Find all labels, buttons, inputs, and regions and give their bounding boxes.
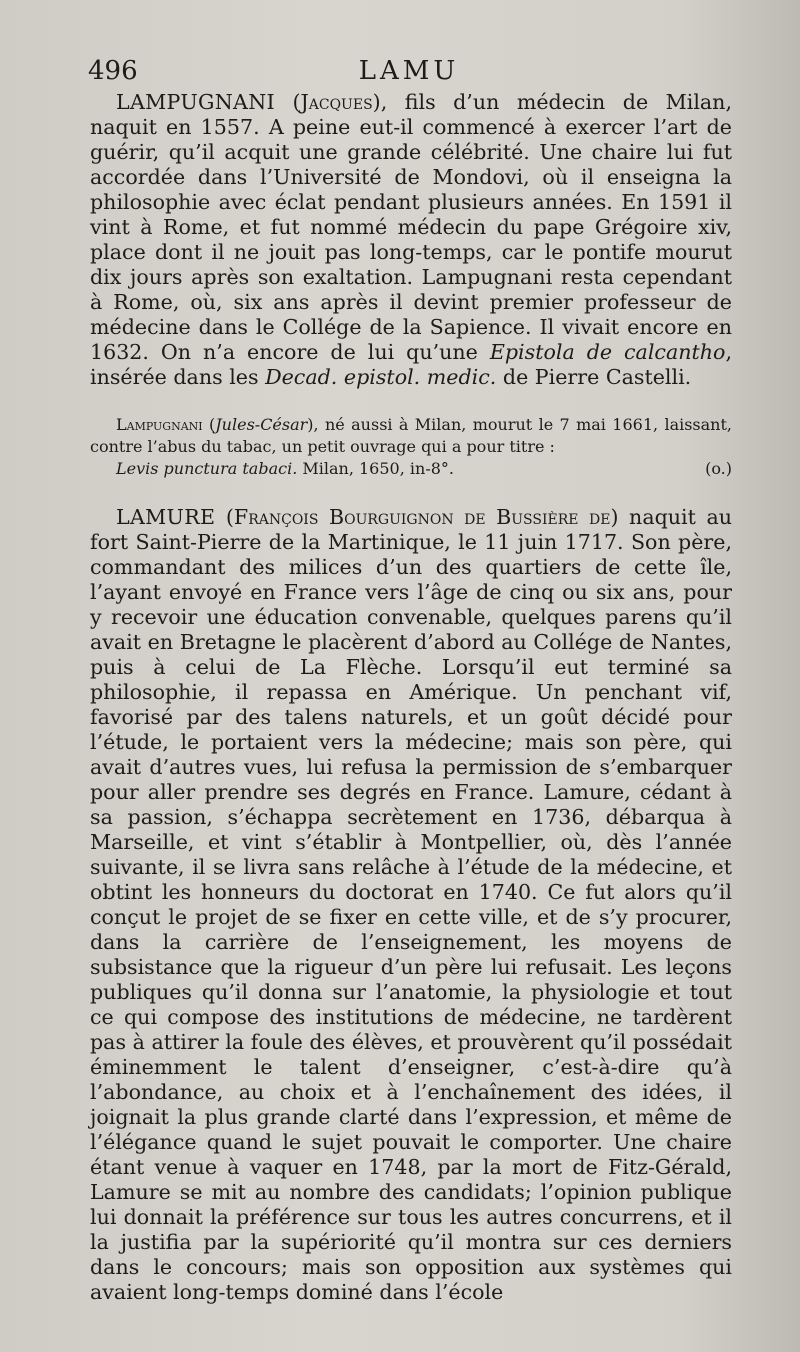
work-title: Epistola de calcantho — [489, 340, 726, 364]
page-number: 496 — [88, 56, 138, 86]
entry-text: , insérée dans les — [90, 340, 732, 389]
entry-given-name: Jacques — [300, 90, 373, 114]
entry-lamure: LAMURE (François Bourguignon de Bussière de) naquit au fort Saint-Pierre de la Martinique, le 11 juin 1717. Son père, commandant des milices d’un des quartiers de cette île, l’ayant envoyé en France vers l’âge de cinq ou six ans, pour y recevoir une éducation convenable, quelques parens qu’il avait en Bretagne le placèrent d’abord au Collége de Nantes, puis à celui de La Flèche. Lorsqu’il eut terminé sa philosophie, il repassa en Amérique. Un penchant vif, favorisé par des talens naturels, et un goût décidé pour l’étude, le portaient vers la médecine; mais son père, qui avait d’autres vues, lui refusa la permission de s’embarquer pour aller prendre ses degrés en France. Lamure, cédant à sa passion, s’échappa secrètement en 1736, débarqua à Marseille, et vint s’établir à Montpellier, où, dès l’année suivante, il se livra sans relâche à l’étude de la médecine, et obtint les honneurs du doctorat en 1740. Ce fut alors qu’il conçut le projet de se fixer en cette ville, et de s’y procurer, dans la carrière de l’enseignement, les moyens de subsistance que la rigueur d’un père lui refusait. Les leçons publiques qu’il donna sur l’anatomie, la physiologie et tout ce qui compose des institutions de médecine, ne tardèrent pas à attirer la foule des élèves, et prouvèrent qu’il possédait éminemment le talent d’enseigner, c’est-à-dire qu’à l’abondance, au choix et à l’enchaînement des idées, il joignait la plus grande clarté dans l’expression, et même de l’élégance quand le sujet pouvait le comporter. Une chaire étant venue à vaquer en 1748, par la mort de Fitz-Gérald, Lamure se mit au nombre des candidats; l’opinion publique lui donnait la préférence sur tous les autres concurrens, et il la justifia par la supériorité qu’il montra sur ces derniers dans le concours; mais son opposition aux systèmes qui avaient long-temps dominé dans l’école — [90, 505, 732, 1304]
entry-text: de Pierre Castelli. — [496, 365, 692, 389]
note-signature: (o.) — [705, 459, 732, 478]
note-text: , né aussi à Milan, mourut le 7 mai 1661, laissant, contre l’abus du tabac, un petit ouvrage qui a pour titre : — [90, 415, 733, 456]
note-headword: Lampugnani — [116, 415, 203, 434]
note-given-name: Jules-César — [215, 415, 308, 434]
entry-text: , fils d’un médecin de Milan, naquit en 1557. A peine eut-il commencé à exercer l’art de guérir, qu’il acquit une grande célébrité. Une chaire lui fut accordée dans l’Université de Mondovi, où il enseigna la philosophie avec éclat pendant plusieurs années. En 1591 il vint à Rome, et fut nommé médecin du pape Grégoire xiv, place dont il ne jouit pas long-temps, car le pontife mourut dix jours après son exaltation. Lampugnani resta cependant à Rome, où, six ans après il devint premier professeur de médecine dans le Collége de la Sapience. Il vivait encore en 1632. On n’a encore de lui qu’une — [90, 90, 732, 364]
running-head: LAMU — [358, 56, 460, 86]
note-work-line — [116, 458, 454, 480]
note-text-block: Lampugnani (Jules-César), né aussi à Milan, mourut le 7 mai 1661, laissant, contre l’abus du tabac, un petit ouvrage qui a pour titre : — [90, 415, 733, 456]
work-title: Levis punctura tabaci. — [116, 459, 298, 478]
entry-given-name: François Bourguignon de Bussière de — [233, 505, 611, 529]
entry-headword: LAMPUGNANI — [116, 90, 275, 114]
page-body — [90, 90, 732, 1305]
note-last-line — [90, 458, 732, 480]
entry-lampugnani-jacques: LAMPUGNANI (Jacques), fils d’un médecin de Milan, naquit en 1557. A peine eut-il commencé à exercer l’art de guérir, qu’il acquit une grande célébrité. Une chaire lui fut accordée dans l’Université de Mondovi, où il enseigna la philosophie avec éclat pendant plusieurs années. En 1591 il vint à Rome, et fut nommé médecin du pape Grégoire xiv, place dont il ne jouit pas long-temps, car le pontife mourut dix jours après son exaltation. Lampugnani resta cependant à Rome, où, six ans après il devint premier professeur de médecine dans le Collége de la Sapience. Il vivait encore en 1632. On n’a encore de lui qu’une Epistola de calcantho, insérée dans les Decad. epistol. medic. de Pierre Castelli. — [90, 90, 732, 389]
note-lampugnani-jules — [90, 414, 732, 480]
work-title: Decad. epistol. medic. — [265, 365, 497, 389]
entry-headword: LAMURE — [116, 505, 216, 529]
entry-text: ) naquit au fort Saint-Pierre de la Martinique, le 11 juin 1717. Son père, commandant des milices d’un des quartiers de cette île, l’ayant envoyé en France vers l’âge de cinq ou six ans, pour y recevoir une éducation convenable, quelques parens qu’il avait en Bretagne le placèrent d’abord au Collége de Nantes, puis à celui de La Flèche. Lorsqu’il eut terminé sa philosophie, il repassa en Amérique. Un penchant vif, favorisé par des talens naturels, et un goût décidé pour l’étude, le portaient vers la médecine; mais son père, qui avait d’autres vues, lui refusa la permission de s’embarquer pour aller prendre ses degrés en France. Lamure, cédant à sa passion, s’échappa secrètement en 1736, débarqua à Marseille, et vint s’établir à Montpellier, où, dès l’année suivante, il se livra sans relâche à l’étude de la médecine, et obtint les honneurs du doctorat en 1740. Ce fut alors qu’il conçut le projet de se fixer en cette ville, et de s’y procurer, dans la carrière de l’enseignement, les moyens de subsistance que la rigueur d’un père lui refusait. Les leçons publiques qu’il donna sur l’anatomie, la physiologie et tout ce qui compose des institutions de médecine, ne tardèrent pas à attirer la foule des élèves, et prouvèrent qu’il possédait éminemment le talent d’enseigner, c’est-à-dire qu’à l’abondance, au choix et à l’enchaînement des idées, il joignait la plus grande clarté dans l’expression, et même de l’élégance quand le sujet pouvait le comporter. Une chaire étant venue à vaquer en 1748, par la mort de Fitz-Gérald, Lamure se mit au nombre des candidats; l’opinion publique lui donnait la préférence sur tous les autres concurrens, et il la justifia par la supériorité qu’il montra sur ces derniers dans le concours; mais son opposition aux systèmes qui avaient long-temps dominé dans l’école — [90, 505, 732, 1304]
note-text: Milan, 1650, in-8°. — [297, 459, 454, 478]
